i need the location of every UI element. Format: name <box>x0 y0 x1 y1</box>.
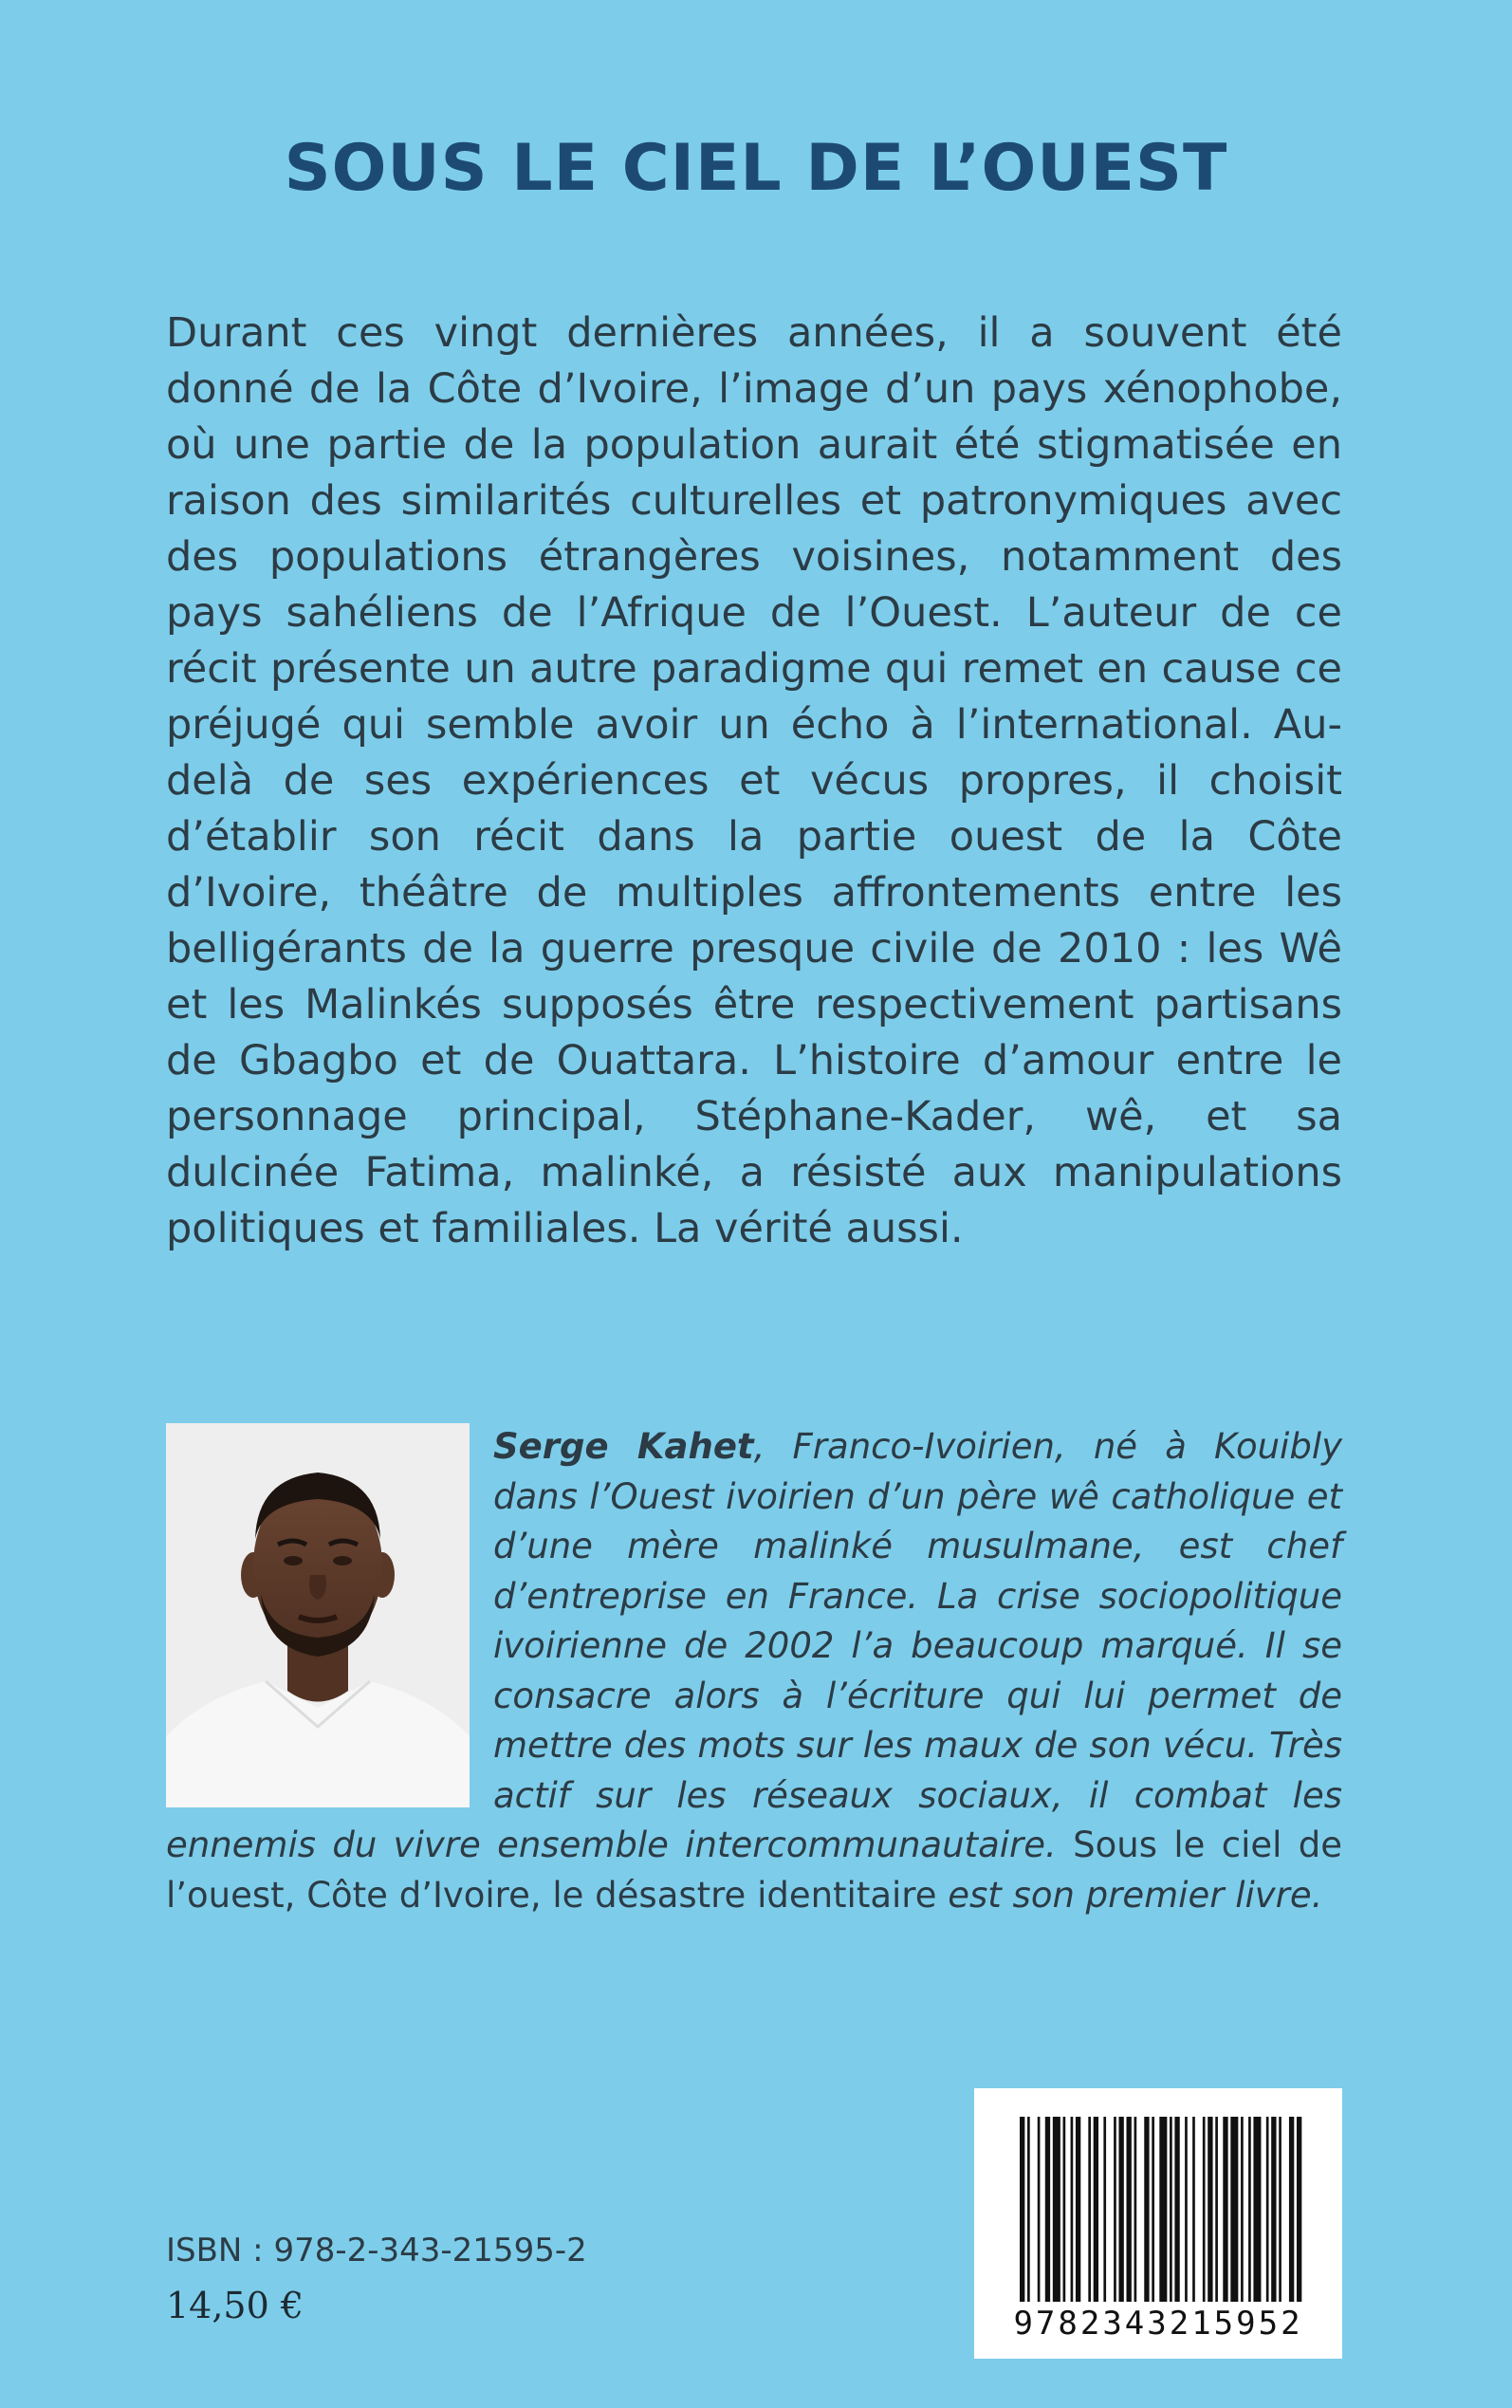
barcode-bar <box>1159 2117 1167 2302</box>
barcode-bar <box>1088 2117 1091 2302</box>
barcode-bar <box>1253 2117 1261 2302</box>
barcode-bar <box>1076 2117 1080 2302</box>
barcode-bar <box>1063 2117 1066 2302</box>
barcode-bar <box>1038 2117 1041 2302</box>
barcode-bar <box>1174 2117 1179 2302</box>
barcode-bar <box>1241 2117 1244 2302</box>
barcode-bar <box>1297 2117 1301 2302</box>
barcode-bar <box>1071 2117 1074 2302</box>
barcode-bar <box>1185 2117 1188 2302</box>
author-bio <box>166 1422 1342 1920</box>
barcode-bar <box>1103 2117 1106 2302</box>
price-label: 14,50 € <box>166 2285 304 2326</box>
barcode-bar <box>1020 2117 1024 2302</box>
barcode <box>974 2088 1342 2359</box>
barcode-bar <box>1134 2117 1137 2302</box>
barcode-bar <box>1053 2117 1060 2302</box>
barcode-bar <box>1045 2117 1050 2302</box>
barcode-bar <box>1279 2117 1282 2302</box>
barcode-bar <box>1027 2117 1030 2302</box>
isbn-label: ISBN : 978-2-343-21595-2 <box>166 2232 587 2269</box>
barcode-bar <box>1271 2117 1276 2302</box>
barcode-bar <box>1289 2117 1294 2302</box>
author-bio-text: , Franco-Ivoirien, né à Kouibly dans l’Ouest ivoirien d’un père wê catholique et d’une mère malinké musulmane, est chef d’entreprise en France. La crise sociopolitique ivoirienne de 2002 l’a beaucoup marqué. Il se consacre alors à l’écriture qui lui permet de mettre des mots sur les maux de son vécu. Très actif sur les réseaux sociaux, il combat les ennemis du vivre ensemble intercommunautaire. <box>166 1426 1342 1865</box>
barcode-bar <box>1223 2117 1227 2302</box>
barcode-bar <box>1215 2117 1218 2302</box>
barcode-bar <box>1192 2117 1195 2302</box>
book-summary: Durant ces vingt dernières années, il a souvent été donné de la Côte d’Ivoire, l’image d’un pays xénophobe, où une partie de la population aurait été stigmatisée en raison des similarités culturelles et patronymiques avec des populations étrangères voisines, notamment des pays sahéliens de l’Afrique de l’Ouest. L’auteur de ce récit présente un autre paradigme qui remet en cause ce préjugé qui semble avoir un écho à l’international. Au-delà de ses expériences et vécus propres, il choisit d’établir son récit dans la partie ouest de la Côte d’Ivoire, théâtre de multiples affrontements entre les belligérants de la guerre presque civile de 2010 : les Wê et les Malinkés supposés être respectivement partisans de Gbagbo et de Ouattara. L’histoire d’amour entre le personnage principal, Stéphane-Kader, wê, et sa dulcinée Fatima, malinké, a résisté aux manipulations politiques et familiales. La vérité aussi. <box>166 309 1342 1252</box>
barcode-bar <box>1248 2117 1251 2302</box>
barcode-digits: 9782343215952 <box>1013 2305 1303 2343</box>
barcode-bar <box>1144 2117 1149 2302</box>
barcode-bars <box>1020 2117 1304 2302</box>
barcode-bar <box>1230 2117 1238 2302</box>
photo-float-spacer <box>166 1422 493 1814</box>
barcode-bar <box>1094 2117 1098 2302</box>
author-name: Serge Kahet <box>493 1426 754 1467</box>
barcode-bar <box>1170 2117 1172 2302</box>
barcode-bar <box>1152 2117 1154 2302</box>
barcode-bar <box>1114 2117 1116 2302</box>
author-bio-ending: est son premier livre. <box>948 1874 1323 1916</box>
book-title: SOUS LE CIEL DE L’OUEST <box>284 131 1228 206</box>
barcode-bar <box>1266 2117 1269 2302</box>
barcode-bar <box>1127 2117 1132 2302</box>
barcode-bar <box>1203 2117 1206 2302</box>
barcode-bar <box>1118 2117 1123 2302</box>
book-title-reference: Sous le ciel de l’ouest, Côte d’Ivoire, le désastre identitaire <box>166 1825 1342 1916</box>
barcode-bar <box>1208 2117 1212 2302</box>
